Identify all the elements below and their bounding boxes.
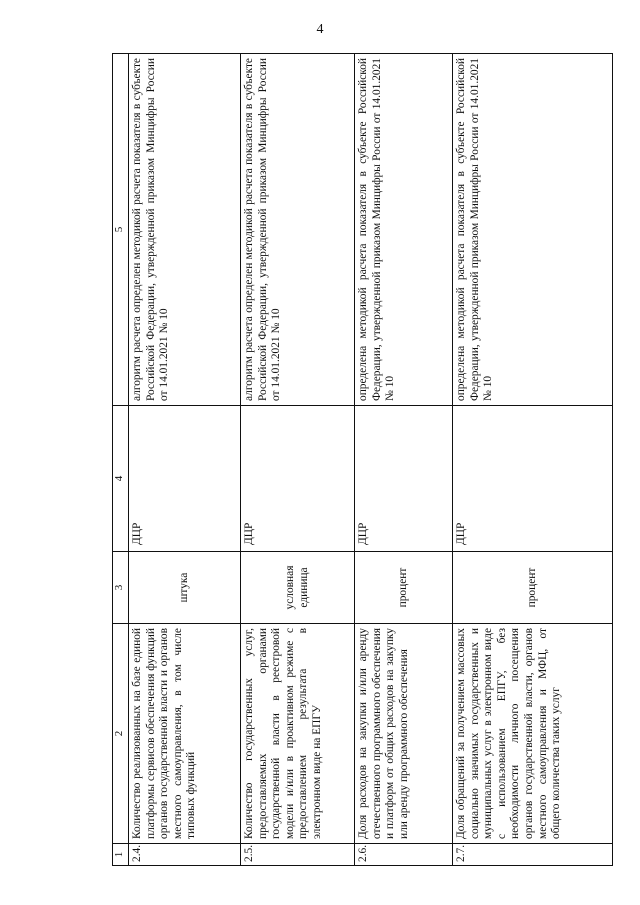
indicators-table	[112, 53, 613, 866]
unit-of-measure: штука	[129, 552, 241, 624]
table-row	[129, 54, 241, 866]
rotated-table-inner	[112, 54, 612, 866]
row-number: 2.6.	[355, 844, 453, 866]
responsible-source: ДЦР	[355, 406, 453, 552]
row-number: 2.4.	[129, 844, 241, 866]
indicator-description: Количество государственных услуг, предоставляемых органами государственной власти в реестровой модели и/или в проактивном режиме с предоставлением результата в электронном виде на ЕПГУ	[241, 624, 355, 844]
page-number: 4	[316, 22, 324, 37]
column-header: 3	[113, 552, 129, 624]
indicator-description: Количество реализованных на базе единой платформы сервисов обеспечения функций органов государственной власти и органов местного самоуправления, в том числе типовых функций	[129, 624, 241, 844]
calculation-method: определена методикой расчета показателя в субъекте Российской Федерации, утвержденной приказом Минцифры России от 14.01.2021 № 10	[355, 54, 453, 406]
row-number: 2.7.	[453, 844, 613, 866]
table-row	[241, 54, 355, 866]
calculation-method: определена методикой расчета показателя в субъекте Российской Федерации, утвержденной приказом Минцифры России от 14.01.2021 № 10	[453, 54, 613, 406]
column-header: 5	[113, 54, 129, 406]
table-row	[453, 54, 613, 866]
rotated-table-wrapper	[112, 54, 612, 866]
row-number: 2.5.	[241, 844, 355, 866]
responsible-source: ДЦР	[453, 406, 613, 552]
indicator-description: Доля обращений за получением массовых социально значимых государственных и муниципальных услуг в электронном виде с использованием ЕПГУ, без необходимости личного посещения органов государственной власти, органов местного самоуправления и МФЦ, от общего количества таких услуг	[453, 624, 613, 844]
unit-of-measure: процент	[355, 552, 453, 624]
column-header: 1	[113, 844, 129, 866]
calculation-method: алгоритм расчета определен методикой расчета показателя в субъекте Российской Федерации, утвержденной приказом Минцифры России от 14.01.2021 № 10	[129, 54, 241, 406]
responsible-source: ДЦР	[241, 406, 355, 552]
column-header: 4	[113, 406, 129, 552]
indicator-description: Доля расходов на закупки и/или аренду отечественного программного обеспечения и платформ от общих расходов на закупку или аренду программного обеспечения	[355, 624, 453, 844]
table-row	[355, 54, 453, 866]
responsible-source: ДЦР	[129, 406, 241, 552]
unit-of-measure: условная единица	[241, 552, 355, 624]
calculation-method: алгоритм расчета определен методикой расчета показателя в субъекте Российской Федерации, утвержденной приказом Минцифры России от 14.01.2021 № 10	[241, 54, 355, 406]
unit-of-measure: процент	[453, 552, 613, 624]
column-header: 2	[113, 624, 129, 844]
table-header-row	[113, 54, 129, 866]
